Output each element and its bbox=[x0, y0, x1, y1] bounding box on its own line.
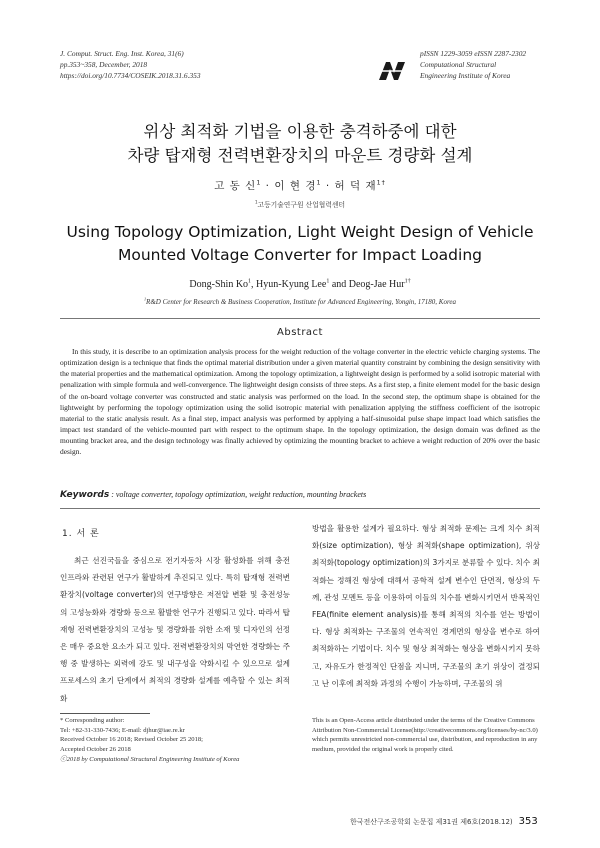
author-name: Deog-Jae Hur bbox=[348, 279, 405, 290]
divider bbox=[60, 508, 540, 509]
keywords-label: Keywords bbox=[60, 490, 110, 500]
divider bbox=[60, 318, 540, 319]
korean-authors: 고 동 신$^1$ · 이 현 경$^1$ · 허 덕 재$^{1\dagger}$ bbox=[214, 179, 386, 192]
abstract-body: In this study, it is describe to an optimization analysis process for the weight reduction of the voltage converter in the electric vehicle charging systems. The optimization design is a technique that finds the optimal material distribution under a given material quantity constraint by combining the design sensitivity with the material properties and the mathematical optimization. Among the topology optimization, a lightweight design is performed by a solid isotropic material with penalization with simple formula and well-convergence. The lightweight design consists of three steps. As a first step, a finite element model for the basic design of the on-board voltage converter was constructed and static analysis was performed on the load. In the second step, the optimum shape is obtained for the lightweight by performing the topology optimization using the solid isotropic material with penalization applying the stiffness coefficient of the isotropic material to the static analysis result. As a final step, impact analysis was performed by applying a half-sinusoidal pulse shape impact load which satisfies the impact test standard of the vehicle-mounted part with respect to the optimum shape. In the topology optimization, the design domain was defined as the mounting bracket area, and the design technology was finally achieved by optimizing the mounting bracket to achieve a weight reduction of 20% over the basic design. bbox=[60, 347, 540, 457]
section-heading: 1. 서 론 bbox=[62, 529, 100, 539]
korean-title bbox=[0, 120, 600, 168]
author-name: Dong-Shin Ko bbox=[189, 279, 249, 290]
author-footnote bbox=[60, 716, 295, 765]
korean-title-line: 차량 탑재형 전력변환장치의 마운트 경량화 설계 bbox=[127, 146, 473, 165]
body-left-column: 최근 선진국들을 중심으로 전기자동차 시장 활성화를 위해 충전 인프라와 관련된 연구가 활발하게 추진되고 있다. 특히 탑재형 전력변환장치(voltage converter)의 연구방향은 저전압 변환 및 충전성능의 고성능화와 경량화 등으로 활발한 연구가 진행되고 있다. 따라서 탑재형 전력변환장치의 고성능 및 경량화를 위한 소재 및 디자인의 선정은 매우 중요한 요소가 되고 있다. 전력변환장치의 막연한 경량화는 주행 중 발생하는 외력에 강도 및 내구성을 약화시킬 수 있으므로 설계 프로세스의 초기 단계에서 최적의 경량화 설계를 예측할 수 있는 최적화 bbox=[60, 556, 290, 703]
publisher-line: Computational Structural bbox=[420, 60, 497, 69]
footnote-line: Tel: +82-31-330-7436; E-mail: djhur@iae.re.kr bbox=[60, 726, 185, 734]
author-name: 고 동 신 bbox=[214, 180, 257, 192]
publisher-line: Engineering Institute of Korea bbox=[420, 71, 511, 80]
author-name: 허 덕 재 bbox=[334, 180, 377, 192]
issn-line: pISSN 1229-3059 eISSN 2287-2302 bbox=[420, 49, 527, 58]
english-authors: Dong-Shin Ko$^1$, Hyun-Kyung Lee$^1$ and Deog-Jae Hur$^{1\dagger}$ bbox=[189, 278, 411, 290]
keywords bbox=[60, 490, 540, 500]
journal-citation bbox=[60, 48, 201, 81]
footnote-divider bbox=[60, 713, 150, 714]
keywords-text: : voltage converter, topology optimization, weight reduction, mounting brackets bbox=[109, 490, 367, 499]
footnote-line: * Corresponding author: bbox=[60, 717, 125, 724]
page-footer bbox=[350, 816, 538, 827]
korean-affiliation: $^1$고등기술연구원 산업협력센터 bbox=[254, 199, 346, 209]
doi-link[interactable]: https://doi.org/10.7734/COSEIK.2018.31.6.353 bbox=[60, 71, 201, 80]
english-title bbox=[0, 221, 600, 267]
english-title-line: Mounted Voltage Converter for Impact Loading bbox=[117, 246, 482, 264]
csei-logo-icon bbox=[377, 60, 407, 82]
citation-line: pp.353~358, December, 2018 bbox=[60, 60, 148, 69]
body-right-column: 방법을 활용한 설계가 필요하다. 형상 최적화 문제는 크게 치수 최적화(size optimization), 형상 최적화(shape optimization), 위상 최적화(topology optimization)의 3가지로 분류할 수 있다. 치수 최적화는 정해진 형상에 대해서 공학적 설계 변수인 단면적, 형상의 두께, 관성 모멘트 등을 이용하여 이들의 치수를 변화시키면서 반복적인 FEA(finite element analysis)를 통해 최적의 치수를 얻는 방법이다. 형상 최적화는 구조물의 연속적인 경계면의 형상을 변수로 하여 최적화하는 기법이다. 치수 및 형상 최적화는 형상을 변화시키지 못하고, 자유도가 한정적인 단점을 지니며, 구조물의 초기 위상이 결정되고 난 이후에 최적화 과정의 수행이 가능하며, 구조물의 위 bbox=[312, 524, 540, 688]
author-name: Hyun-Kyung Lee bbox=[256, 279, 327, 290]
english-affiliation: $^1$R&D Center for Research & Business Cooperation, Institute for Advanced Engineering, Yongin, 17180, Korea bbox=[143, 296, 457, 306]
issn-block bbox=[420, 48, 526, 81]
english-title-line: Using Topology Optimization, Light Weight Design of Vehicle bbox=[66, 223, 534, 241]
korean-title-line: 위상 최적화 기법을 이용한 충격하중에 대한 bbox=[143, 122, 457, 141]
license-note: This is an Open-Access article distributed under the terms of the Creative Commons Attribution Non-Commercial License(http://creativecommons.org/licenses/by-nc/3.0) which permits unrestricted non-commercial use, distribution, and reproduction in any medium, provided the original work is properly cited. bbox=[312, 717, 538, 754]
footnote-line: Received October 16 2018; Revised October 25 2018; bbox=[60, 736, 204, 744]
author-name: 이 현 경 bbox=[274, 180, 317, 192]
citation-line: J. Comput. Struct. Eng. Inst. Korea, 31(6) bbox=[60, 49, 184, 58]
footnote-line: ⓒ2018 by Computational Structural Engineering Institute of Korea bbox=[60, 755, 240, 763]
journal-name: 한국전산구조공학회 논문집 제31권 제6호(2018.12) bbox=[350, 818, 513, 826]
footnote-line: Accepted October 26 2018 bbox=[60, 746, 131, 754]
abstract-heading: Abstract bbox=[277, 327, 323, 338]
page-number: 353 bbox=[518, 816, 538, 827]
